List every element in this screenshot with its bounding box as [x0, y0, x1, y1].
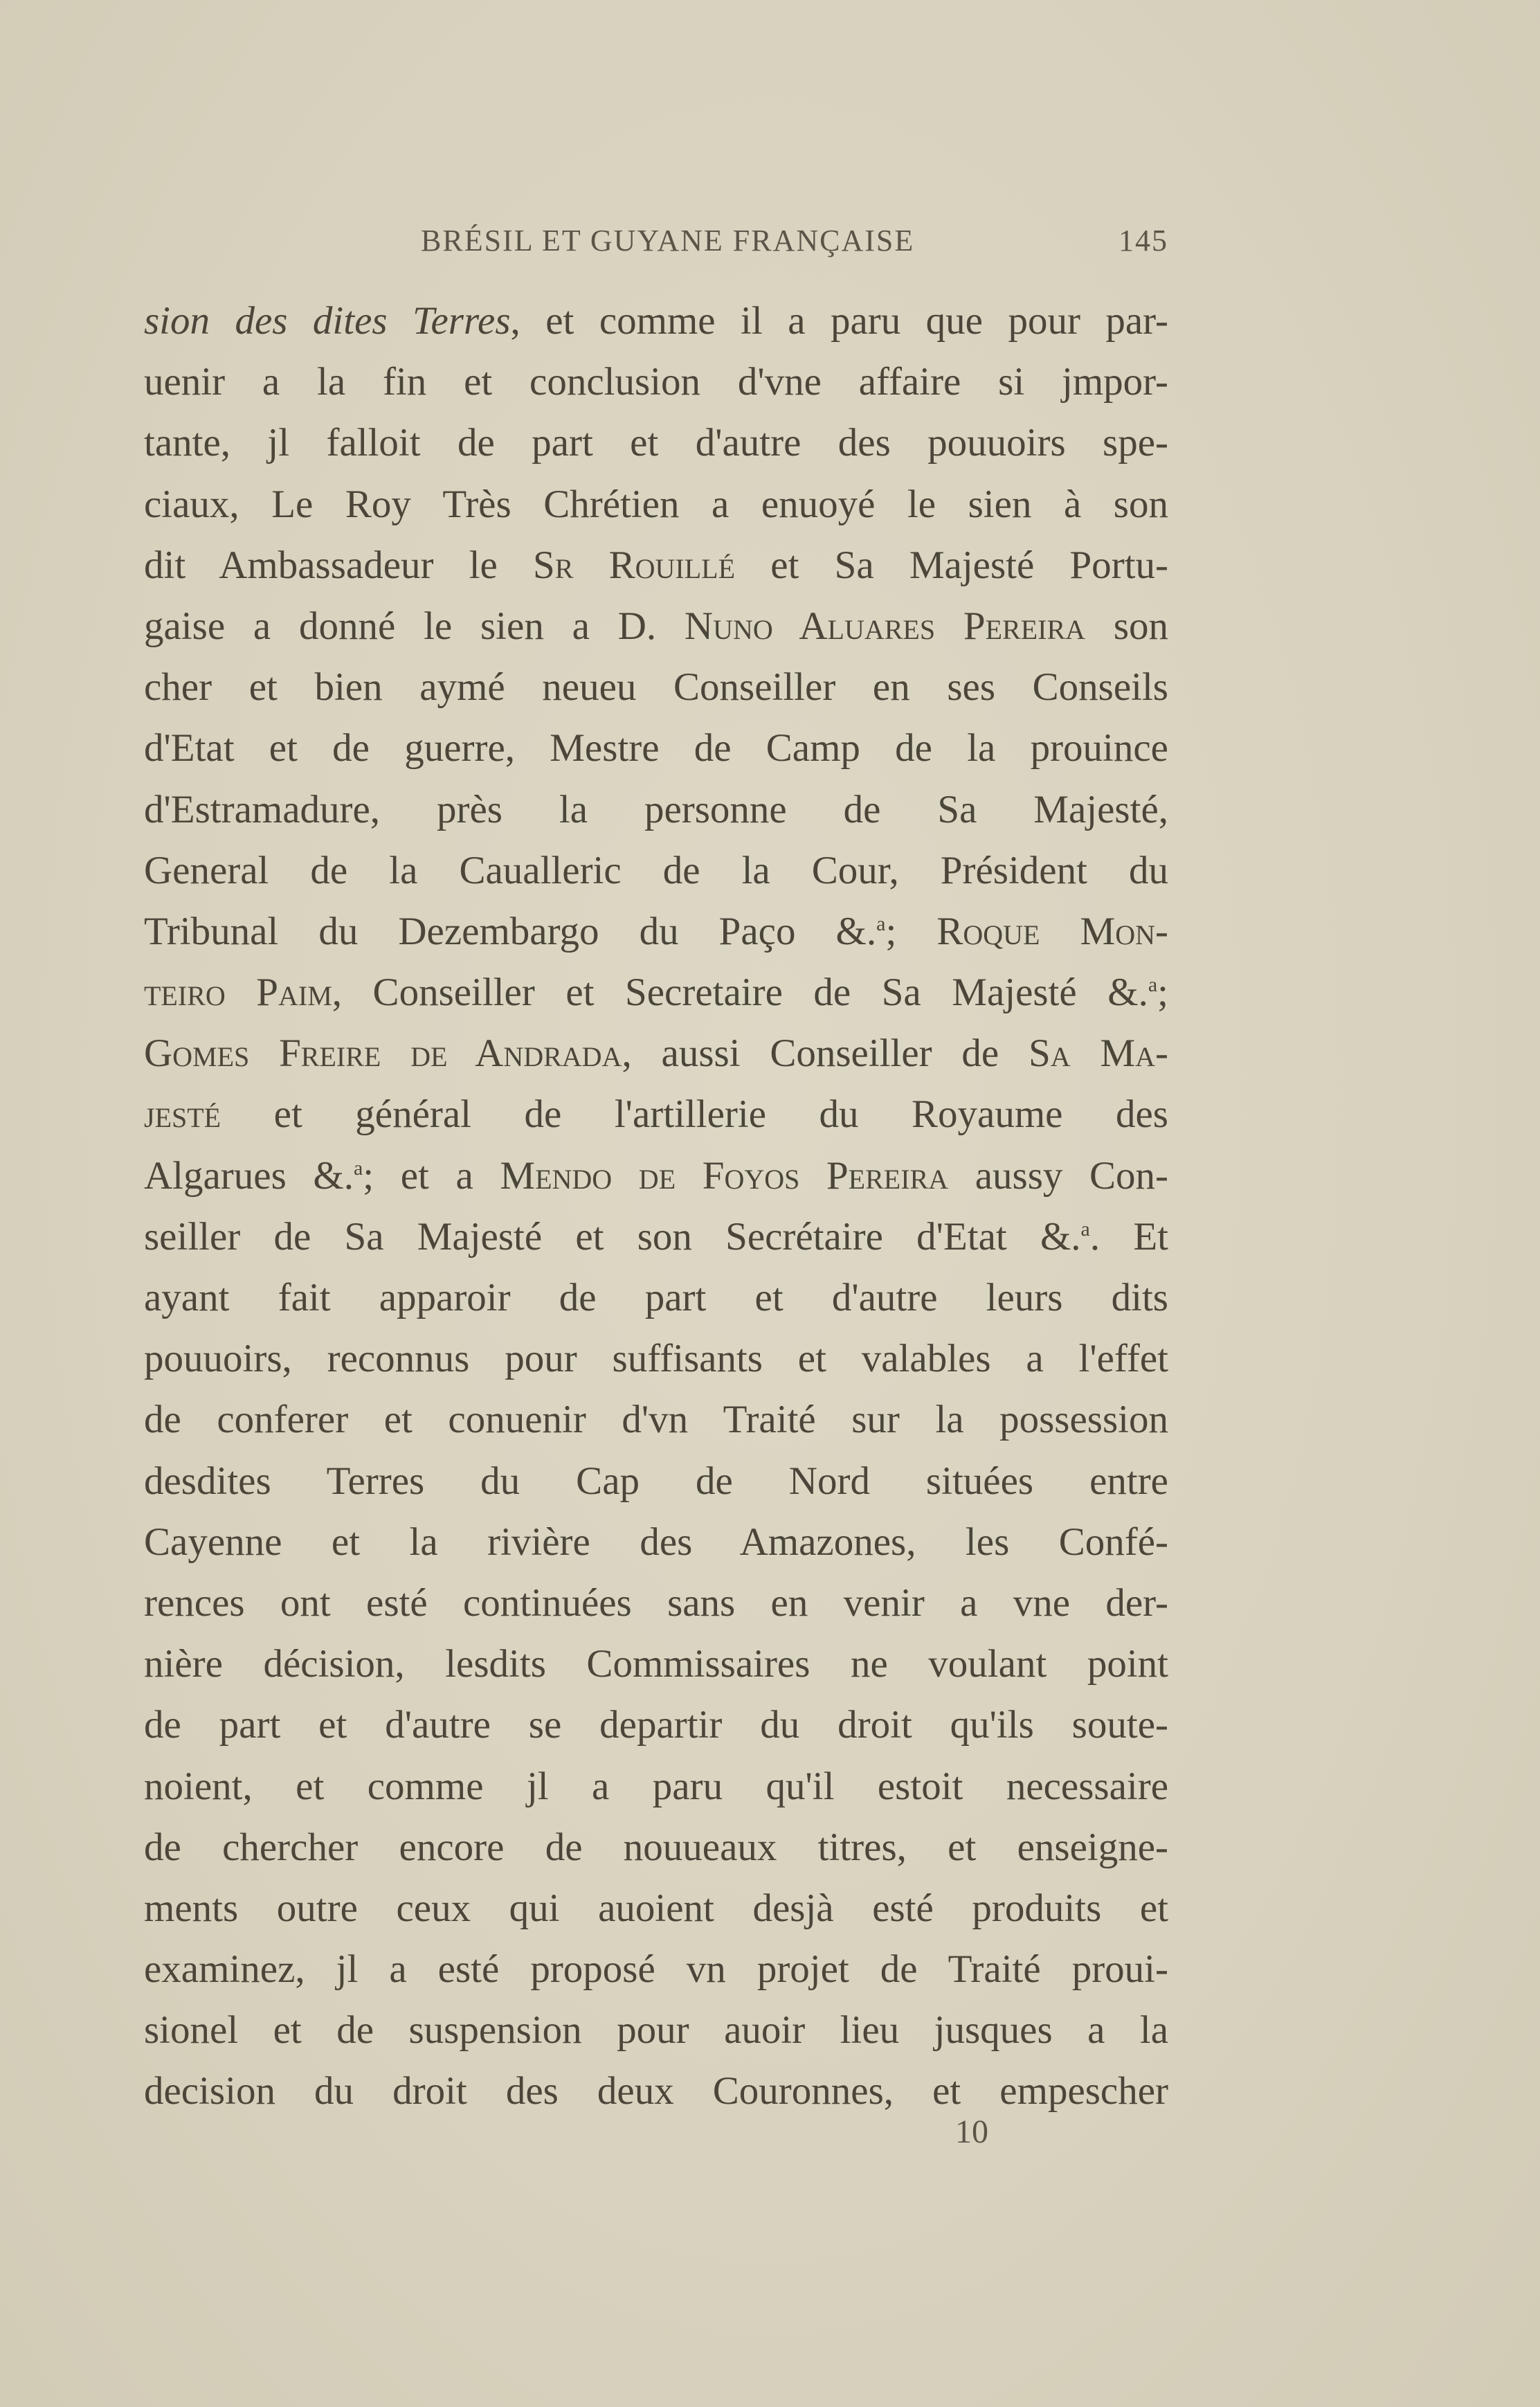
- text-line: [144, 962, 1168, 1023]
- text-run: et Sa Majesté Portu-: [735, 543, 1168, 587]
- text-run: examinez, jl a esté proposé vn projet de Traité proui-: [144, 1947, 1168, 1992]
- text-run: General de la Caualleric de la Cour, Président du: [144, 848, 1168, 892]
- text-line: [144, 1328, 1168, 1389]
- text-run: Sr Rouillé: [533, 543, 736, 587]
- text-run: de conferer et conuenir d'vn Traité sur la possession: [144, 1398, 1168, 1442]
- text-run: cher et bien aymé neueu Conseiller en ses Conseils: [144, 665, 1168, 710]
- text-run: son: [1085, 604, 1169, 648]
- text-run: Sa Ma-: [1029, 1031, 1169, 1076]
- text-line: [144, 474, 1168, 535]
- text-run: ciaux, Le Roy Très Chrétien a enuoyé le sien à son: [144, 482, 1168, 526]
- text-run: noient, et comme jl a paru qu'il estoit necessaire: [144, 1764, 1168, 1808]
- page-header: [144, 223, 1168, 264]
- text-run: d'Estramadure, près la personne de Sa Majesté,: [144, 787, 1168, 831]
- text-line: [144, 1634, 1168, 1695]
- text-line: [144, 1207, 1168, 1268]
- body-text: [144, 291, 1168, 2122]
- text-run: gaise a donné le sien a D.: [144, 604, 685, 648]
- text-line: [144, 1451, 1168, 1512]
- text-run: sion des dites Terres: [144, 299, 511, 343]
- text-line: [144, 1268, 1168, 1328]
- text-run: Algarues &.: [144, 1153, 354, 1198]
- text-line: [144, 1389, 1168, 1450]
- text-run: tante, jl falloit de part et d'autre des pouuoirs spe-: [144, 421, 1168, 465]
- text-run: , Conseiller et Secretaire de Sa Majesté &.: [332, 971, 1148, 1015]
- text-line: [144, 1084, 1168, 1145]
- text-run: aussy Con-: [948, 1153, 1168, 1198]
- text-line: [144, 596, 1168, 657]
- text-run: Nuno Aluares Pereira: [684, 604, 1086, 648]
- text-run: rences ont esté continuées sans en venir a vne der-: [144, 1580, 1168, 1625]
- text-run: ; et a: [363, 1153, 500, 1198]
- text-run: desdites Terres du Cap de Nord situées entre: [144, 1459, 1168, 1503]
- text-run: Gomes Freire de Andrada: [144, 1031, 622, 1076]
- text-run: de chercher encore de nouueaux titres, et enseigne-: [144, 1825, 1168, 1869]
- text-line: [144, 291, 1168, 352]
- signature-mark: 10: [955, 2113, 988, 2150]
- text-run: ;: [885, 909, 937, 953]
- text-run: sionel et de suspension pour auoir lieu jusques a la: [144, 2008, 1168, 2053]
- text-run: , aussi Conseiller de: [622, 1031, 1029, 1076]
- text-run: Mendo de Foyos Pereira: [500, 1153, 949, 1198]
- text-line: [144, 657, 1168, 718]
- text-run: ayant fait apparoir de part et d'autre leurs dits: [144, 1276, 1168, 1319]
- text-line: [144, 718, 1168, 779]
- text-run: et général de l'artillerie du Royaume des: [221, 1092, 1168, 1137]
- text-run: Roque Mon-: [936, 909, 1168, 953]
- text-run: a: [876, 912, 886, 935]
- text-line: [144, 840, 1168, 901]
- text-line: [144, 2061, 1168, 2122]
- page-number: 145: [1118, 224, 1168, 258]
- text-run: seiller de Sa Majesté et son Secrétaire d'Etat &.: [144, 1214, 1081, 1259]
- text-run: , et comme il a paru que pour par-: [510, 299, 1169, 343]
- text-run: pouuoirs, reconnus pour suffisants et valables a l'effet: [144, 1337, 1168, 1381]
- text-line: [144, 901, 1168, 962]
- text-run: Cayenne et la rivière des Amazones, les Confé-: [144, 1520, 1168, 1564]
- text-line: [144, 1695, 1168, 1756]
- text-run: jesté: [144, 1092, 221, 1137]
- text-run: d'Etat et de guerre, Mestre de Camp de la prouince: [144, 726, 1168, 770]
- text-line: [144, 1023, 1168, 1084]
- text-line: [144, 2000, 1168, 2061]
- text-line: [144, 535, 1168, 596]
- text-run: nière décision, lesdits Commissaires ne voulant point: [144, 1642, 1168, 1686]
- running-head: BRÉSIL ET GUYANE FRANÇAISE: [421, 224, 915, 258]
- text-run: a: [1148, 973, 1158, 997]
- text-line: [144, 1756, 1168, 1817]
- text-run: a: [353, 1156, 363, 1180]
- text-run: uenir a la fin et conclusion d'vne affaire si jmpor-: [144, 360, 1168, 404]
- text-run: teiro Paim: [144, 971, 332, 1015]
- text-run: dit Ambassadeur le: [144, 543, 534, 587]
- text-line: [144, 1146, 1168, 1207]
- text-line: [144, 413, 1168, 474]
- text-run: Tribunal du Dezembargo du Paço &.: [144, 909, 877, 953]
- text-run: de part et d'autre se departir du droit qu'ils soute-: [144, 1703, 1168, 1747]
- text-line: [144, 1817, 1168, 1878]
- text-line: [144, 1939, 1168, 2000]
- text-line: [144, 1573, 1168, 1634]
- text-line: [144, 1878, 1168, 1939]
- text-line: [144, 1512, 1168, 1573]
- text-run: a: [1080, 1217, 1090, 1241]
- text-line: [144, 352, 1168, 413]
- text-run: . Et: [1089, 1214, 1168, 1259]
- text-line: [144, 779, 1168, 840]
- text-run: ;: [1157, 971, 1168, 1015]
- text-run: ments outre ceux qui auoient desjà esté produits et: [144, 1886, 1168, 1930]
- text-run: decision du droit des deux Couronnes, et empescher: [144, 2069, 1168, 2113]
